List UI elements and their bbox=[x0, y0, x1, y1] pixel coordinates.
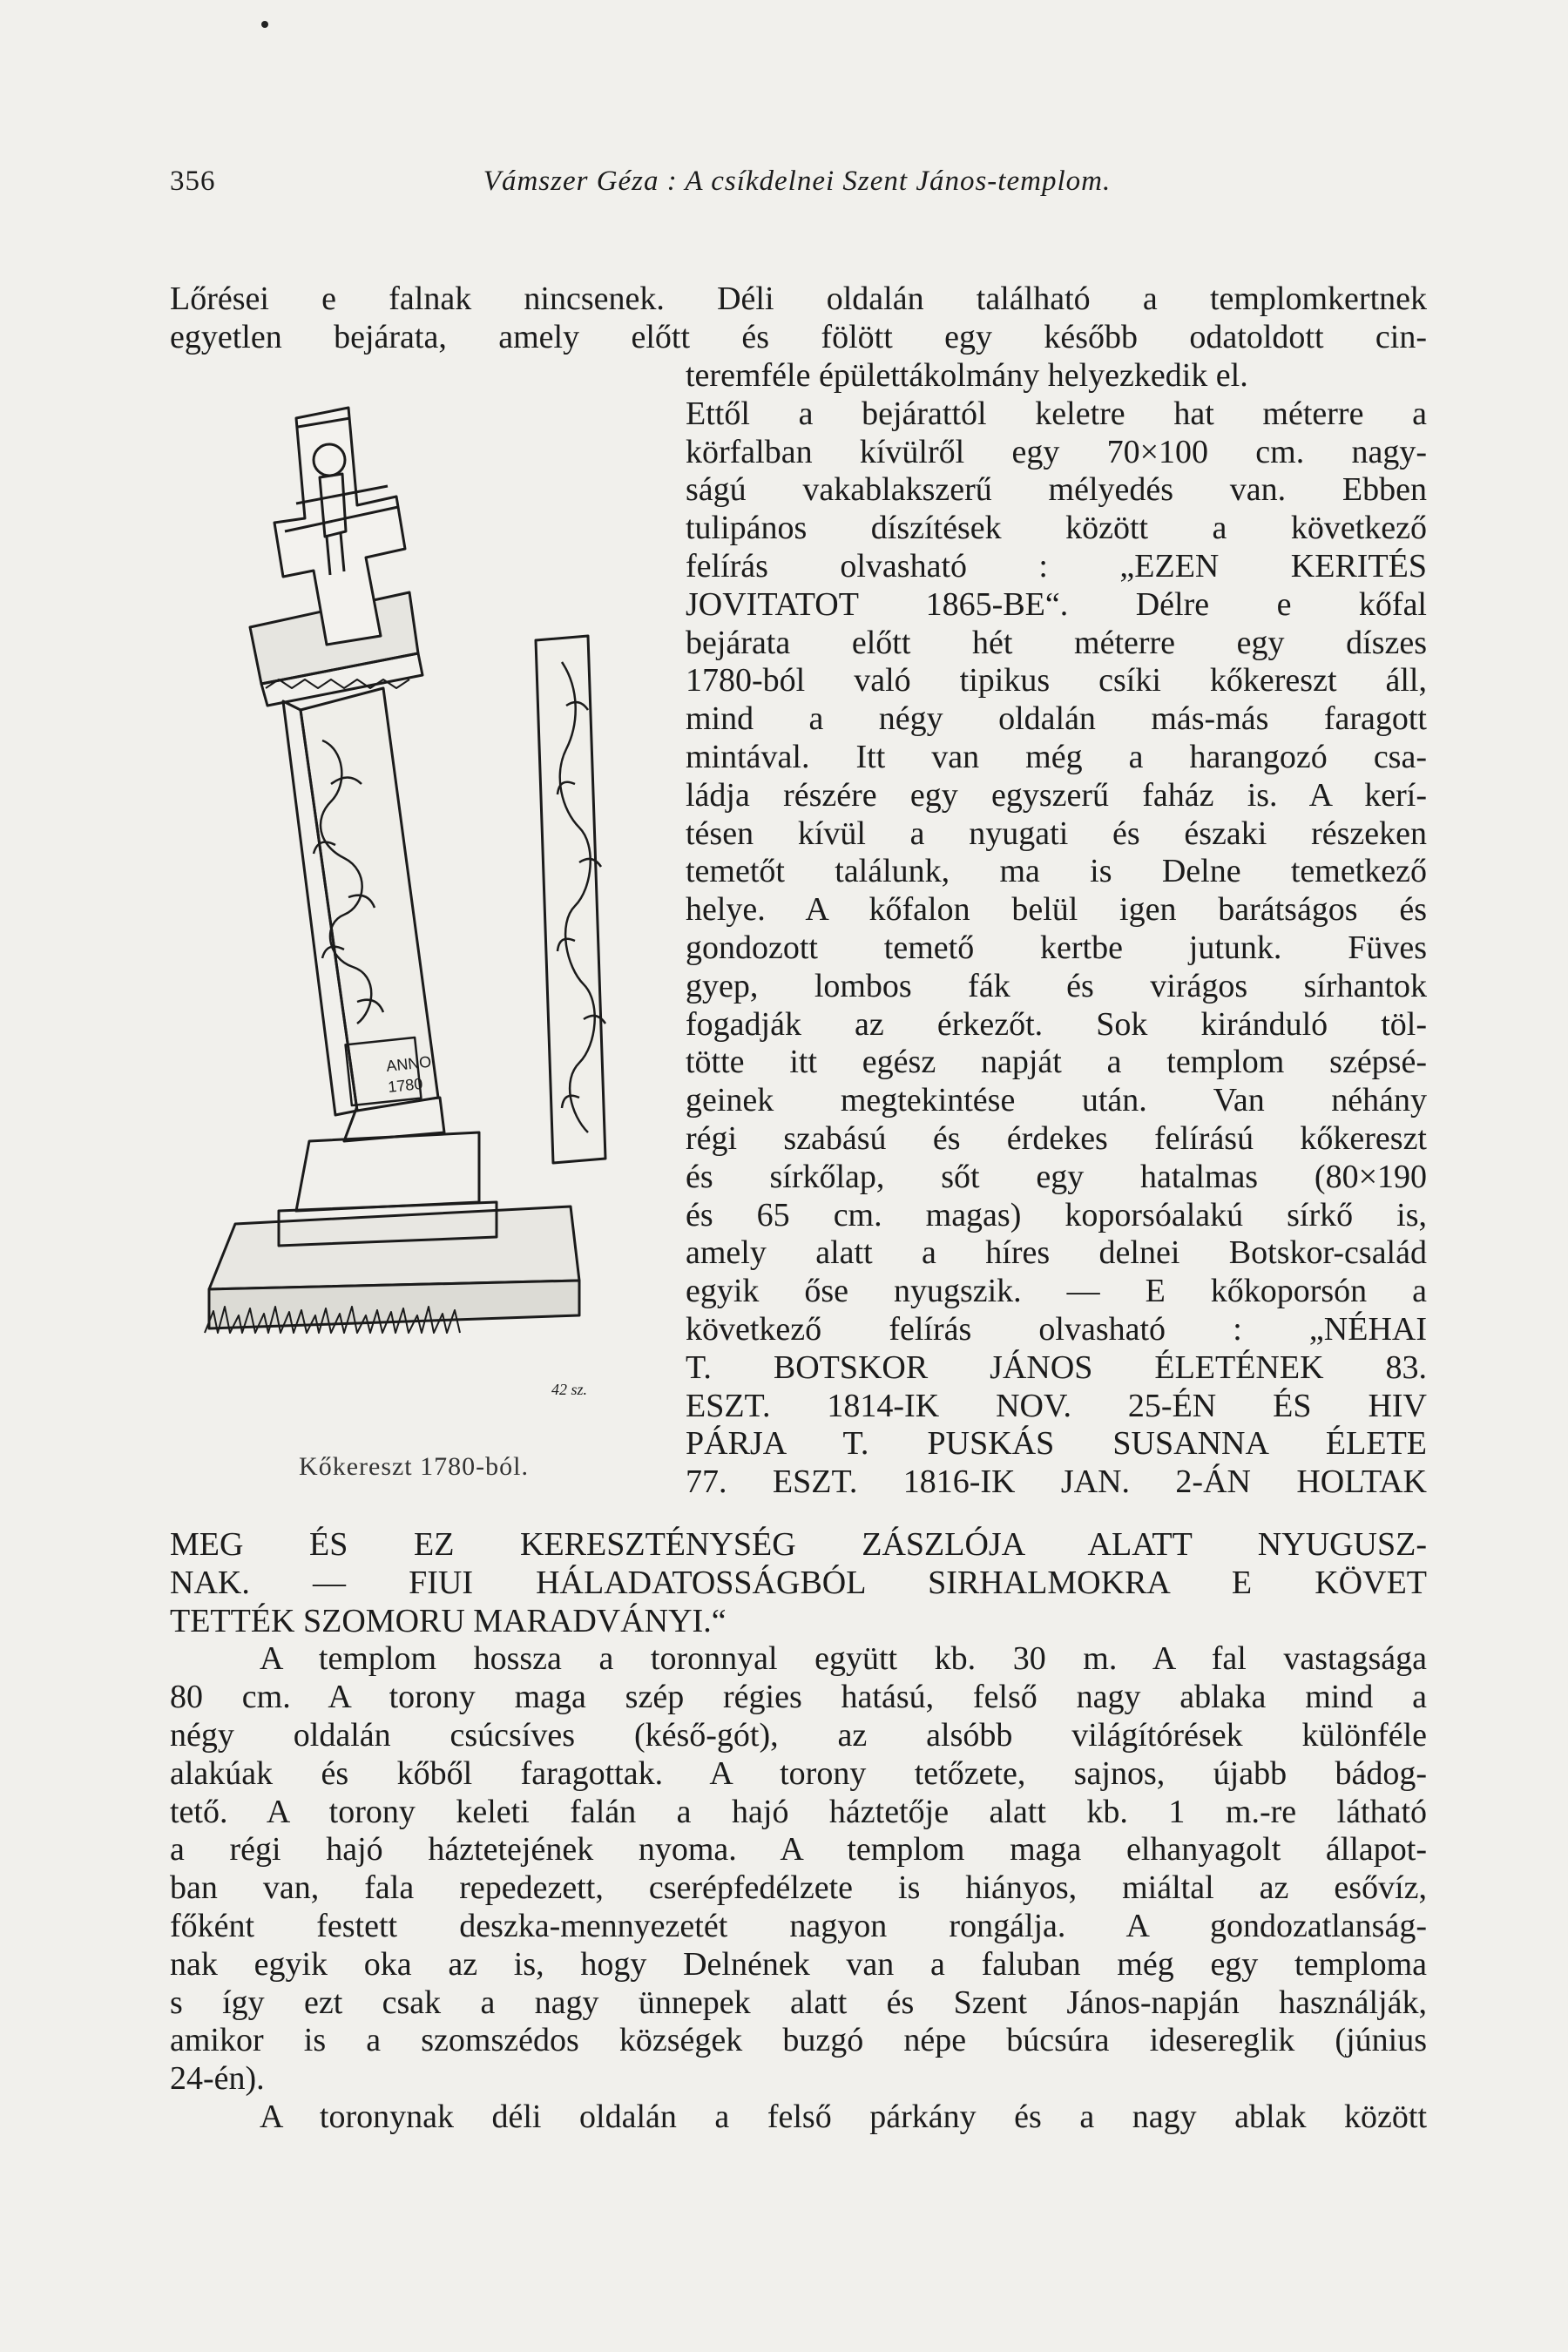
text-line: tulipános díszítések között a következő bbox=[686, 510, 1427, 547]
text-line: TETTÉK SZOMORU MARADVÁNYI.“ bbox=[170, 1602, 727, 1639]
text-line: 77. ESZT. 1816-IK JAN. 2-ÁN HOLTAK bbox=[686, 1463, 1427, 1501]
text-line: felírás olvasható : „EZEN KERITÉS bbox=[686, 547, 1427, 585]
text-line: geinek megtekintése után. Van néhány bbox=[686, 1082, 1427, 1119]
text-line: s így ezt csak a nagy ünnepek alatt és Szent János-napján használják, bbox=[170, 1984, 1427, 2021]
text-line: NAK. — FIUI HÁLADATOSSÁGBÓL SIRHALMOKRA E KÖVET bbox=[170, 1564, 1427, 1601]
text-line: MEG ÉS EZ KERESZTÉNYSÉG ZÁSZLÓJA ALATT NYUGUSZ- bbox=[170, 1526, 1427, 1563]
text-line: A toronynak déli oldalán a felső párkány és a nagy ablak között bbox=[260, 2098, 1427, 2135]
text-line: ládja részére egy egyszerű faház is. A kerí- bbox=[686, 776, 1427, 814]
text-line: ban van, fala repedezett, cserépfedélzete is hiányos, miáltal az esővíz, bbox=[170, 1869, 1427, 1907]
text-line: tető. A torony keleti falán a hajó háztetője alatt kb. 1 m.-re látható bbox=[170, 1793, 1427, 1830]
text-line: A templom hossza a toronnyal együtt kb. 30 m. A fal vastagsága bbox=[260, 1640, 1427, 1678]
artist-signature: 42 sz. bbox=[551, 1381, 588, 1398]
text-line: négy oldalán csúcsíves (késő-gót), az alsóbb világítórések különféle bbox=[170, 1716, 1427, 1754]
cross-inscription-year: 1780 bbox=[387, 1074, 424, 1096]
text-line: és sírkőlap, sőt egy hatalmas (80×190 bbox=[686, 1158, 1427, 1195]
text-block-top bbox=[170, 280, 1427, 357]
text-line: 80 cm. A torony maga szép régies hatású, felső nagy ablaka mind a bbox=[170, 1679, 1427, 1716]
text-line: amely alatt a híres delnei Botskor-család bbox=[686, 1234, 1427, 1272]
text-line: gondozott temető kertbe jutunk. Füves bbox=[686, 929, 1427, 966]
text-line: Ettől a bejárattól keletre hat méterre a bbox=[686, 395, 1427, 432]
text-line: 24-én). bbox=[170, 2060, 265, 2098]
text-line: körfalban kívülről egy 70×100 cm. nagy- bbox=[686, 433, 1427, 470]
cross-inscription-anno: ANNO bbox=[385, 1052, 433, 1075]
text-line: tötte itt egész napját a templom szépsé- bbox=[686, 1044, 1427, 1081]
text-line: fogadják az érkezőt. Sok kiránduló töl- bbox=[686, 1005, 1427, 1043]
text-block-bottom bbox=[170, 1526, 1427, 2137]
ink-speck bbox=[261, 21, 268, 28]
text-line: nak egyik oka az is, hogy Delnének van a faluban még egy temploma bbox=[170, 1945, 1427, 1983]
text-line: helye. A kőfalon belül igen barátságos és bbox=[686, 891, 1427, 929]
text-line: temetőt találunk, ma is Delne temetkező bbox=[686, 853, 1427, 890]
text-line: egyetlen bejárata, amely előtt és fölött egy később odatoldott cin- bbox=[170, 318, 1427, 355]
text-line: ESZT. 1814-IK NOV. 25-ÉN ÉS HIV bbox=[686, 1387, 1427, 1424]
text-line: főként festett deszka-mennyezetét nagyon rongálja. A gondozatlanság- bbox=[170, 1907, 1427, 1944]
text-block-right-column bbox=[686, 357, 1427, 1502]
stone-cross-drawing bbox=[170, 375, 658, 1446]
text-line: tésen kívül a nyugati és északi részeken bbox=[686, 814, 1427, 852]
text-line: mintával. Itt van még a harangozó csa- bbox=[686, 738, 1427, 775]
text-line: T. BOTSKOR JÁNOS ÉLETÉNEK 83. bbox=[686, 1348, 1427, 1386]
text-line: bejárata előtt hét méterre egy díszes bbox=[686, 624, 1427, 661]
text-line: ságú vakablakszerű mélyedés van. Ebben bbox=[686, 471, 1427, 509]
text-line: amikor is a szomszédos községek buzgó népe búcsúra idesereglik (június bbox=[170, 2022, 1427, 2059]
text-line: régi szabású és érdekes felírású kőkereszt bbox=[686, 1119, 1427, 1157]
running-title: Vámszer Géza : A csíkdelnei Szent János-templom. bbox=[483, 166, 1112, 197]
text-line: gyep, lombos fák és virágos sírhantok bbox=[686, 967, 1427, 1004]
figure-caption: Kőkereszt 1780-ból. bbox=[299, 1452, 529, 1481]
text-line: mind a négy oldalán más-más faragott bbox=[686, 700, 1427, 738]
text-line: és 65 cm. magas) koporsóalakú sírkő is, bbox=[686, 1196, 1427, 1233]
text-line: teremféle épülettákolmány helyezkedik el. bbox=[686, 357, 1248, 394]
stone-cross-illustration bbox=[170, 375, 658, 1516]
text-line: 1780-ból való tipikus csíki kőkereszt áll, bbox=[686, 662, 1427, 700]
text-line: PÁRJA T. PUSKÁS SUSANNA ÉLETE bbox=[686, 1425, 1427, 1463]
text-line: következő felírás olvasható : „NÉHAI bbox=[686, 1310, 1427, 1348]
text-line: JOVITATOT 1865-BE“. Délre e kőfal bbox=[686, 585, 1427, 623]
text-line: alakúak és kőből faragottak. A torony tetőzete, sajnos, újabb bádog- bbox=[170, 1754, 1427, 1792]
page-number: 356 bbox=[170, 166, 216, 197]
text-line: egyik őse nyugszik. — E kőkoporsón a bbox=[686, 1273, 1427, 1310]
text-line: Lőrései e falnak nincsenek. Déli oldalán található a templomkertnek bbox=[170, 280, 1427, 317]
text-line: a régi hajó háztetejének nyoma. A templom maga elhanyagolt állapot- bbox=[170, 1831, 1427, 1869]
page-header bbox=[170, 166, 1424, 209]
